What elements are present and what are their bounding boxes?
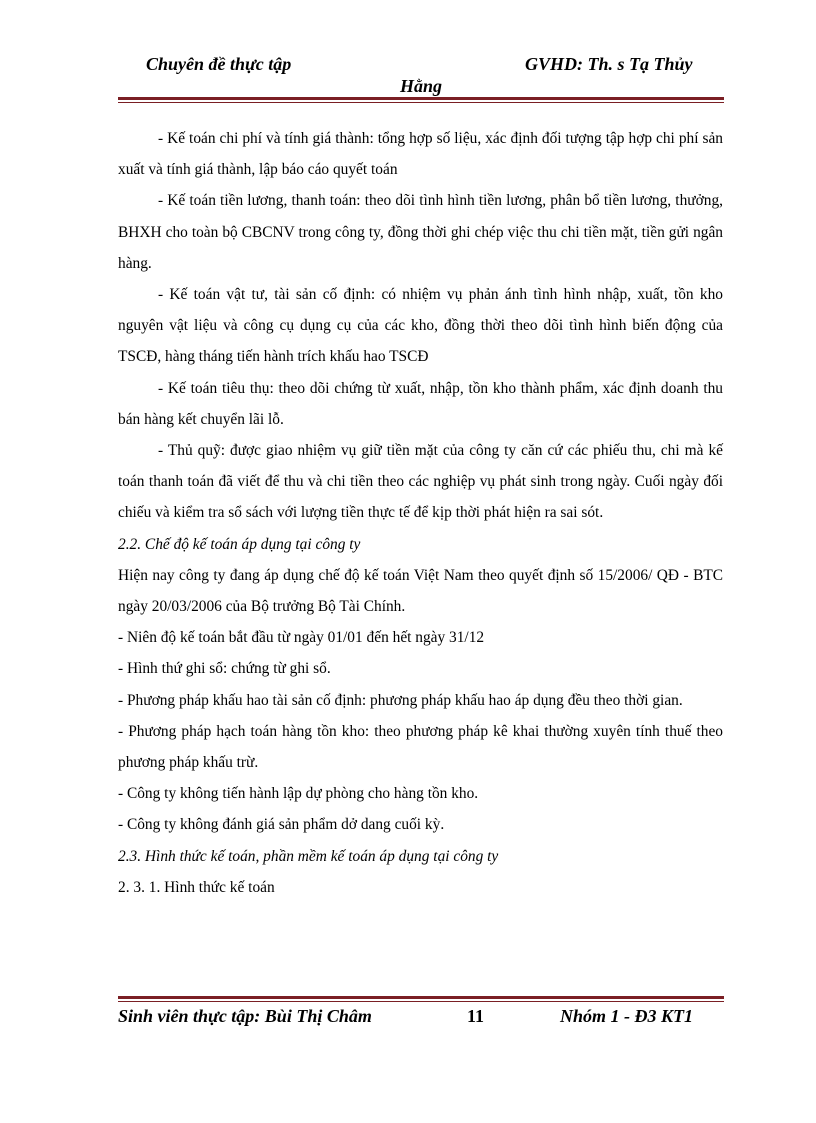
section-heading: 2.2. Chế độ kế toán áp dụng tại công ty [118,535,361,553]
list-item: - Niên độ kế toán bắt đầu từ ngày 01/01 đến hết ngày 31/12 [118,629,485,647]
page-number: 11 [467,1006,485,1026]
paragraph: - Kế toán chi phí và tính giá thành: tổng hợp số liệu, xác định đối tượng tập hợp chi phí sản xuất và tính giá thành, lập báo cáo quyết toán [118,130,723,179]
paragraph: - Thủ quỹ: được giao nhiệm vụ giữ tiền mặt của công ty căn cứ các phiếu thu, chi mà kế toán thanh toán đã viết để thu và chi tiền theo các nghiệp vụ phát sinh trong ngày. Cuối ngày đối chiếu và kiểm tra sổ sách với lượng tiền thực tế để kịp thời phát hiện ra sai sót. [118,442,723,522]
list-item: - Phương pháp hạch toán hàng tồn kho: theo phương pháp kê khai thường xuyên tính thuế theo phương pháp khấu trừ. [118,722,723,772]
section-heading: 2.3. Hình thức kế toán, phần mềm kế toán áp dụng tại công ty [118,847,499,865]
page-body [118,123,723,903]
list-item: - Phương pháp khấu hao tài sản cố định: phương pháp khấu hao áp dụng đều theo thời gian. [118,691,683,709]
footer-student: Sinh viên thực tập: Bùi Thị Châm [118,1006,372,1026]
header-advisor-cont: Hằng [400,76,443,96]
subsection-heading: 2. 3. 1. Hình thức kế toán [118,878,275,896]
paragraph: - Kế toán tiền lương, thanh toán: theo dõi tình hình tiền lương, phân bổ tiền lương, thưởng, BHXH cho toàn bộ CBCNV trong công ty, đồng thời ghi chép việc thu chi tiền mặt, tiền gửi ngân hàng. [118,192,723,272]
header-advisor: GVHD: Th. s Tạ Thủy [525,54,693,74]
paragraph: - Kế toán tiêu thụ: theo dõi chứng từ xuất, nhập, tồn kho thành phẩm, xác định doanh thu bán hàng kết chuyển lãi lỗ. [118,379,723,428]
header-title: Chuyên đề thực tập [146,54,292,74]
paragraph: - Kế toán vật tư, tài sản cố định: có nhiệm vụ phản ánh tình hình nhập, xuất, tồn kho nguyên vật liệu và công cụ dụng cụ của các kho, đồng thời theo dõi tình hình biến động của TSCĐ, hàng tháng tiến hành trích khấu hao TSCĐ [118,286,723,366]
list-item: - Công ty không tiến hành lập dự phòng cho hàng tồn kho. [118,785,479,803]
paragraph: Hiện nay công ty đang áp dụng chế độ kế toán Việt Nam theo quyết định số 15/2006/ QĐ - BTC ngày 20/03/2006 của Bộ trưởng Bộ Tài Chính. [118,566,723,616]
footer-rule [118,996,724,1002]
header-rule [118,97,724,103]
list-item: - Hình thứ ghi sổ: chứng từ ghi sổ. [118,660,331,678]
list-item: - Công ty không đánh giá sản phẩm dở dang cuối kỳ. [118,816,445,834]
footer-group: Nhóm 1 - Đ3 KT1 [560,1006,694,1026]
